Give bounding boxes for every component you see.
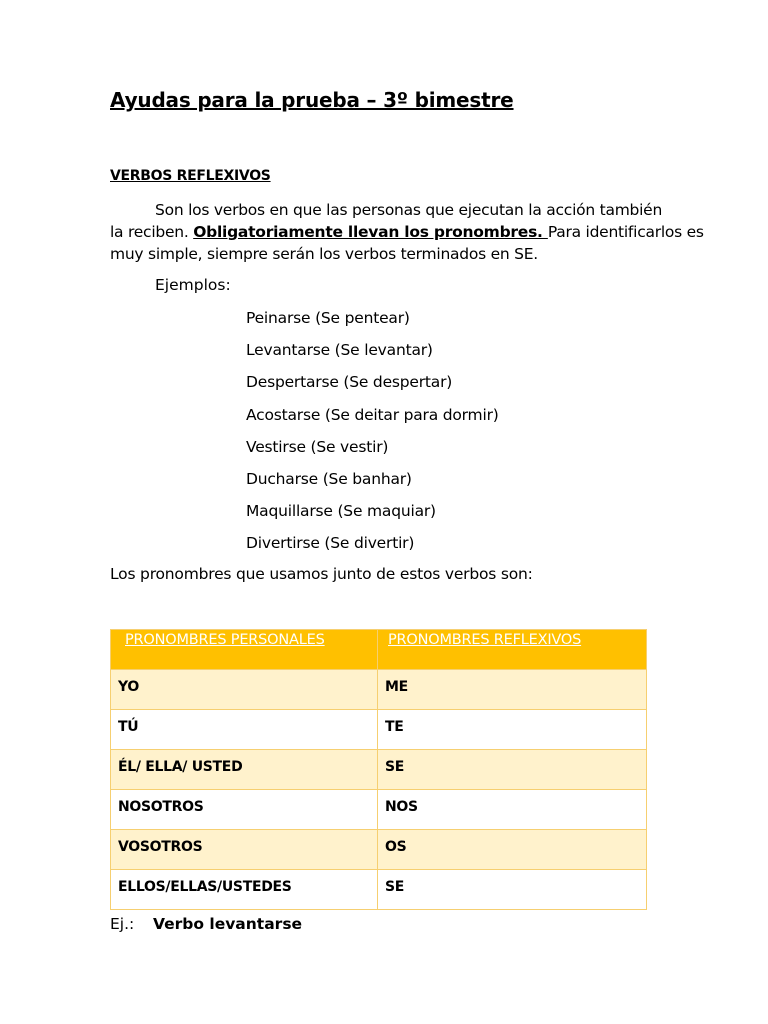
- table-cell-personal: VOSOTROS: [111, 830, 378, 870]
- example-line-verb: Verbo levantarse: [152, 915, 303, 933]
- examples-label: Ejemplos:: [155, 276, 231, 294]
- document-title: Ayudas para la prueba – 3º bimestre: [110, 88, 514, 112]
- table-row: [111, 790, 647, 830]
- examples-list: [246, 307, 499, 565]
- paragraph-line-2: [110, 221, 704, 243]
- pronouns-table: [110, 629, 647, 910]
- table-cell-personal: TÚ: [111, 710, 378, 750]
- table-cell-reflexive: NOS: [378, 790, 647, 830]
- table-intro: Los pronombres que usamos junto de estos verbos son:: [110, 565, 533, 583]
- table-header-row: [111, 630, 647, 670]
- example-item: Vestirse (Se vestir): [246, 437, 389, 456]
- paragraph-line-2-end: Para identificarlos es: [547, 223, 704, 241]
- example-item: Levantarse (Se levantar): [246, 341, 433, 360]
- example-line-label: Ej.:: [110, 915, 135, 933]
- paragraph-emphasis: Obligatoriamente llevan los pronombres.: [193, 223, 548, 241]
- table-cell-reflexive: SE: [378, 870, 647, 910]
- table-row: [111, 870, 647, 910]
- example-item: Ducharse (Se banhar): [246, 469, 412, 488]
- table-cell-personal: ÉL/ ELLA/ USTED: [111, 750, 378, 790]
- example-item: Peinarse (Se pentear): [246, 309, 410, 327]
- example-item: Divertirse (Se divertir): [246, 534, 415, 553]
- table-header-reflexive: PRONOMBRES REFLEXIVOS: [378, 630, 647, 670]
- table-cell-personal: NOSOTROS: [111, 790, 378, 830]
- paragraph-line-3: muy simple, siempre serán los verbos terminados en SE.: [110, 245, 538, 263]
- example-line: [110, 915, 302, 933]
- table-cell-reflexive: TE: [378, 710, 647, 750]
- table-row: [111, 750, 647, 790]
- definition-paragraph: [110, 199, 704, 265]
- section-heading: VERBOS REFLEXIVOS: [110, 168, 271, 184]
- table-cell-reflexive: ME: [378, 670, 647, 710]
- paragraph-line-2-start: la reciben.: [110, 223, 194, 241]
- example-item: Acostarse (Se deitar para dormir): [246, 405, 499, 424]
- example-item: Maquillarse (Se maquiar): [246, 502, 436, 521]
- example-item: Despertarse (Se despertar): [246, 373, 453, 392]
- table-row: [111, 830, 647, 870]
- table-cell-reflexive: OS: [378, 830, 647, 870]
- table-cell-personal: ELLOS/ELLAS/USTEDES: [111, 870, 378, 910]
- table-cell-reflexive: SE: [378, 750, 647, 790]
- table-row: [111, 670, 647, 710]
- paragraph-line-1: Son los verbos en que las personas que ejecutan la acción también: [155, 201, 663, 219]
- table-cell-personal: YO: [111, 670, 378, 710]
- table-header-personal: PRONOMBRES PERSONALES: [111, 630, 378, 670]
- table-row: [111, 710, 647, 750]
